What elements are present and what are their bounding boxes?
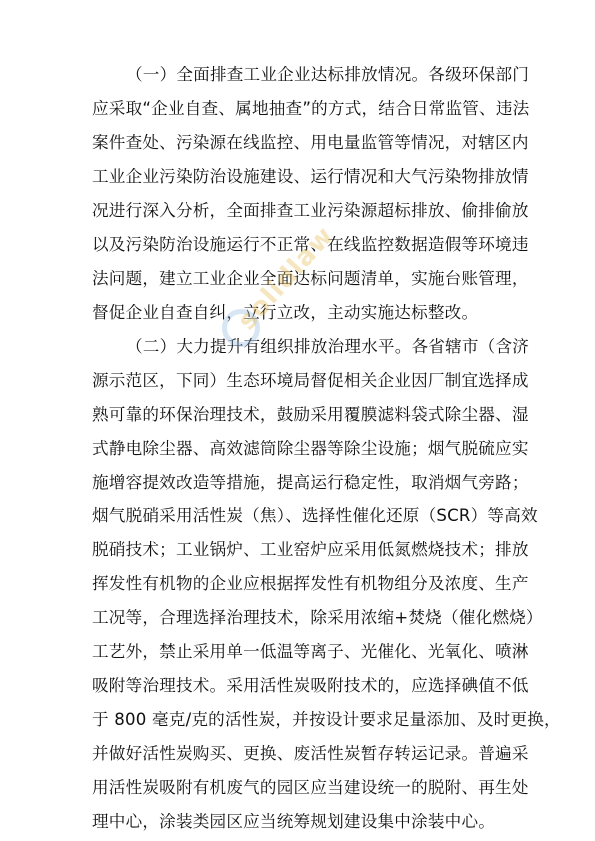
paragraph-2-line-2: 源示范区，下同）生态环境局督促相关企业因厂制宜选择成 bbox=[92, 370, 529, 390]
watermark-logo: solidlaw bbox=[232, 220, 341, 337]
paragraph-2-line-5: 施增容提效改造等措施，提高运行稳定性，取消烟气旁路； bbox=[92, 472, 529, 492]
paragraph-1-line-2: 应采取“企业自查、属地抽查”的方式，结合日常监管、违法 bbox=[92, 99, 530, 118]
paragraph-2-line-4: 式静电除尘器、高效滤筒除尘器等除尘设施；烟气脱硫应实 bbox=[92, 438, 529, 458]
paragraph-2-line-13: 并做好活性炭购买、更换、废活性炭暂存转运记录。普遍采 bbox=[92, 744, 529, 764]
paragraph-1-line-4: 工业企业污染防治设施建设、运行情况和大气污染物排放情 bbox=[92, 166, 529, 186]
paragraph-1-line-6: 以及污染防治设施运行不正常、在线监控数据造假等环境违 bbox=[92, 234, 529, 254]
paragraph-1-line-7: 法问题，建立工业企业全面达标问题清单，实施台账管理， bbox=[92, 268, 529, 288]
paragraph-2-line-11: 吸附等治理技术。采用活性炭吸附技术的，应选择碘值不低 bbox=[92, 676, 529, 696]
paragraph-2-line-3: 熟可靠的环保治理技术，鼓励采用覆膜滤料袋式除尘器、湿 bbox=[92, 404, 529, 424]
paragraph-2-line-10: 工艺外，禁止采用单一低温等离子、光催化、光氧化、喷淋 bbox=[92, 642, 529, 662]
paragraph-2-line-15: 理中心，涂装类园区应当统筹规划建设集中涂装中心。 bbox=[92, 812, 496, 831]
paragraph-2-line-7: 脱硝技术；工业锅炉、工业窑炉应采用低氮燃烧技术；排放 bbox=[92, 540, 529, 560]
paragraph-2-line-14: 用活性炭吸附有机废气的园区应当建设统一的脱附、再生处 bbox=[92, 778, 529, 797]
paragraph-2-line-9: 工况等，合理选择治理技术，除采用浓缩+焚烧（催化燃烧） bbox=[92, 608, 543, 628]
paragraph-2-line-6: 烟气脱硝采用活性炭（焦）、选择性催化还原（SCR）等高效 bbox=[92, 506, 538, 526]
paragraph-1-line-8: 督促企业自查自纠，立行立改，主动实施达标整改。 bbox=[92, 302, 479, 322]
paragraph-1-line-5: 况进行深入分析，全面排查工业污染源超标排放、偷排偷放 bbox=[92, 200, 529, 220]
paragraph-2-line-8: 挥发性有机物的企业应根据挥发性有机物组分及浓度、生产 bbox=[92, 574, 529, 594]
paragraph-2-line-12: 于 800 毫克/克的活性炭，并按设计要求足量添加、及时更换， bbox=[92, 710, 561, 730]
paragraph-1-line-1: （一）全面排查工业企业达标排放情况。各级环保部门 bbox=[126, 65, 530, 84]
paragraph-2-line-1: （二）大力提升有组织排放治理水平。各省辖市（含济 bbox=[126, 336, 530, 356]
paragraph-1-line-3: 案件查处、污染源在线监控、用电量监管等情况，对辖区内 bbox=[92, 132, 529, 152]
